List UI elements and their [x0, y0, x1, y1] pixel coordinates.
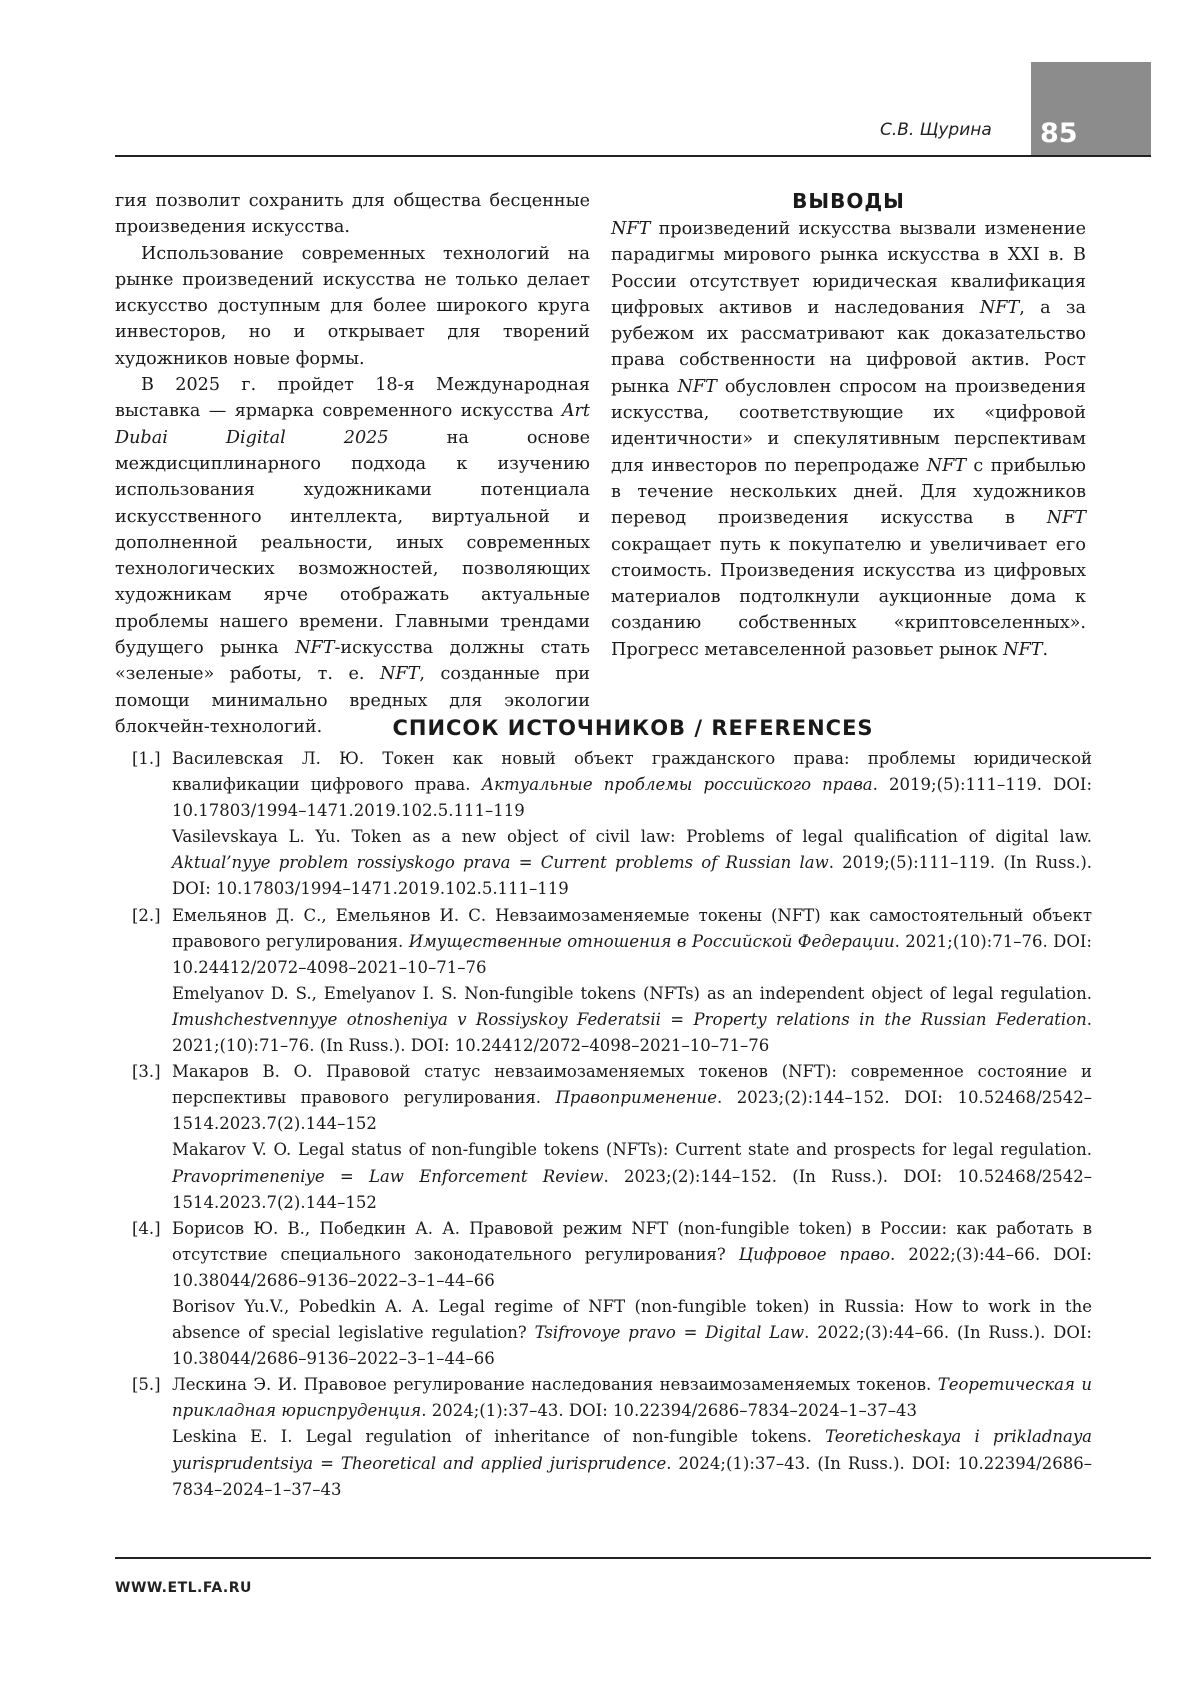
reference-ru: Василевская Л. Ю. Токен как новый объект гражданского права: проблемы юридической квалификации цифрового права. Актуальные проблемы российского права. 2019;(5):111–119. DOI: 10.17803/1994–1471.2019.102.5.111–119 — [172, 749, 1093, 821]
running-head-author: С.В. Щурина — [880, 120, 992, 140]
reference-en: Leskina E. I. Legal regulation of inheritance of non-fungible tokens. Teoreticheskaya i prikladnaya yurisprudentsiya = Theoretical and applied jurisprudence. 2024;(1):37–43. (In Russ.). DOI: 10.22394/2686–7834–2024–1–37–43 — [172, 1427, 1093, 1499]
conclusions-title: ВЫВОДЫ — [792, 189, 905, 213]
reference-item — [132, 903, 1092, 1060]
paragraph: Использование современных технологий на рынке произведений искусства не только делает искусство доступным для более широкого круга инвесторов, но и открывает для творений художников новые формы. — [115, 243, 590, 369]
paragraph: В 2025 г. пройдет 18-я Международная выставка — ярмарка современного искусства Art Dubai Digital 2025 на основе междисциплинарного подхода к изучению использования художниками потенциала искусственного интеллекта, виртуальной и дополненной реальности, иных современных технологических возможностей, позволяющих художникам ярче отображать актуальные проблемы нашего времени. Главными трендами будущего рынка NFT-искусства должны стать «зеленые» работы, т. е. NFT, созданные при помощи минимально вредных для экологии блокчейн-технологий. — [115, 375, 591, 737]
paragraph: гия позволит сохранить для общества бесценные произведения искусства. — [115, 191, 590, 238]
reference-number: [1.] — [132, 749, 161, 768]
reference-number: [2.] — [132, 905, 161, 925]
reference-number: [5.] — [132, 1375, 161, 1395]
reference-en: Makarov V. O. Legal status of non-fungible tokens (NFTs): Current state and prospects for legal regulation. Pravoprimeneniye = Law Enforcement Review. 2023;(2):144–152. (In Russ.). DOI: 10.52468/2542–1514.2023.7(2).144–152 — [172, 1140, 1092, 1212]
reference-item — [132, 1216, 1092, 1373]
reference-ru: Емельянов Д. С., Емельянов И. С. Невзаимозаменяемые токены (NFT) как самостоятельный объект правового регулирования. Имущественные отношения в Российской Федерации. 2021;(10):71–76. DOI: 10.24412/2072–4098–2021–10–71–76 — [172, 905, 1092, 977]
journal-website-link[interactable]: WWW.ETL.FA.RU — [115, 1580, 252, 1596]
right-column — [611, 188, 1086, 663]
reference-number: [4.] — [132, 1218, 161, 1238]
reference-en: Emelyanov D. S., Emelyanov I. S. Non-fungible tokens (NFTs) as an independent object of legal regulation. Imushchestvennyye otnosheniya v Rossiyskoy Federatsii = Property relations in the Russian Federation. 2021;(10):71–76. (In Russ.). DOI: 10.24412/2072–4098–2021–10–71–76 — [172, 983, 1092, 1056]
reference-number: [3.] — [132, 1062, 161, 1082]
footer-rule — [115, 1557, 1151, 1559]
reference-item — [132, 1372, 1092, 1502]
references-list — [132, 746, 1092, 1503]
header-rule — [115, 155, 1151, 157]
references-title: СПИСОК ИСТОЧНИКОВ / REFERENCES — [392, 716, 874, 740]
conclusions-text: NFT произведений искусства вызвали изменение парадигмы мирового рынка искусства в XXI в. В России отсутствует юридическая квалификация цифровых активов и наследования NFT, а за рубежом их рассматривают как доказательство права собственности на цифровой актив. Рост рынка NFT обусловлен спросом на произведения искусства, соответствующие их «цифровой идентичности» и спекулятивным перспективам для инвесторов по перепродаже NFT с прибылью в течение нескольких дней. Для художников перевод произведения искусства в NFT сокращает путь к покупателю и увеличивает его стоимость. Произведения искусства из цифровых материалов подтолкнули аукционные дома к созданию собственных «криптовселенных». Прогресс метавселенной разовьет рынок NFT. — [611, 219, 1086, 660]
reference-ru: Макаров В. О. Правовой статус невзаимозаменяемых токенов (NFT): современное состояние и перспективы правового регулирования. Правоприменение. 2023;(2):144–152. DOI: 10.52468/2542–1514.2023.7(2).144–152 — [172, 1062, 1092, 1134]
reference-item — [132, 746, 1092, 903]
reference-ru: Лескина Э. И. Правовое регулирование наследования невзаимозаменяемых токенов. Теоретическая и прикладная юриспруденция. 2024;(1):37–43. DOI: 10.22394/2686–7834–2024–1–37–43 — [172, 1375, 1092, 1421]
reference-item — [132, 1059, 1092, 1216]
page-number: 85 — [1040, 118, 1078, 149]
reference-ru: Борисов Ю. В., Победкин А. А. Правовой режим NFT (non-fungible token) в России: как работать в отсутствие специального законодательного регулирования? Цифровое право. 2022;(3):44–66. DOI: 10.38044/2686–9136–2022–3–1–44–66 — [172, 1218, 1092, 1290]
reference-en: Vasilevskaya L. Yu. Token as a new object of civil law: Problems of legal qualification of digital law. Aktual’nyye problem rossiyskogo prava = Current problems of Russian law. 2019;(5):111–119. (In Russ.). DOI: 10.17803/1994–1471.2019.102.5.111–119 — [172, 827, 1093, 899]
reference-en: Borisov Yu.V., Pobedkin A. A. Legal regime of NFT (non-fungible token) in Russia: How to work in the absence of special legislative regulation? Tsifrovoye pravo = Digital Law. 2022;(3):44–66. (In Russ.). DOI: 10.38044/2686–9136–2022–3–1–44–66 — [172, 1296, 1092, 1369]
left-column — [115, 188, 590, 740]
